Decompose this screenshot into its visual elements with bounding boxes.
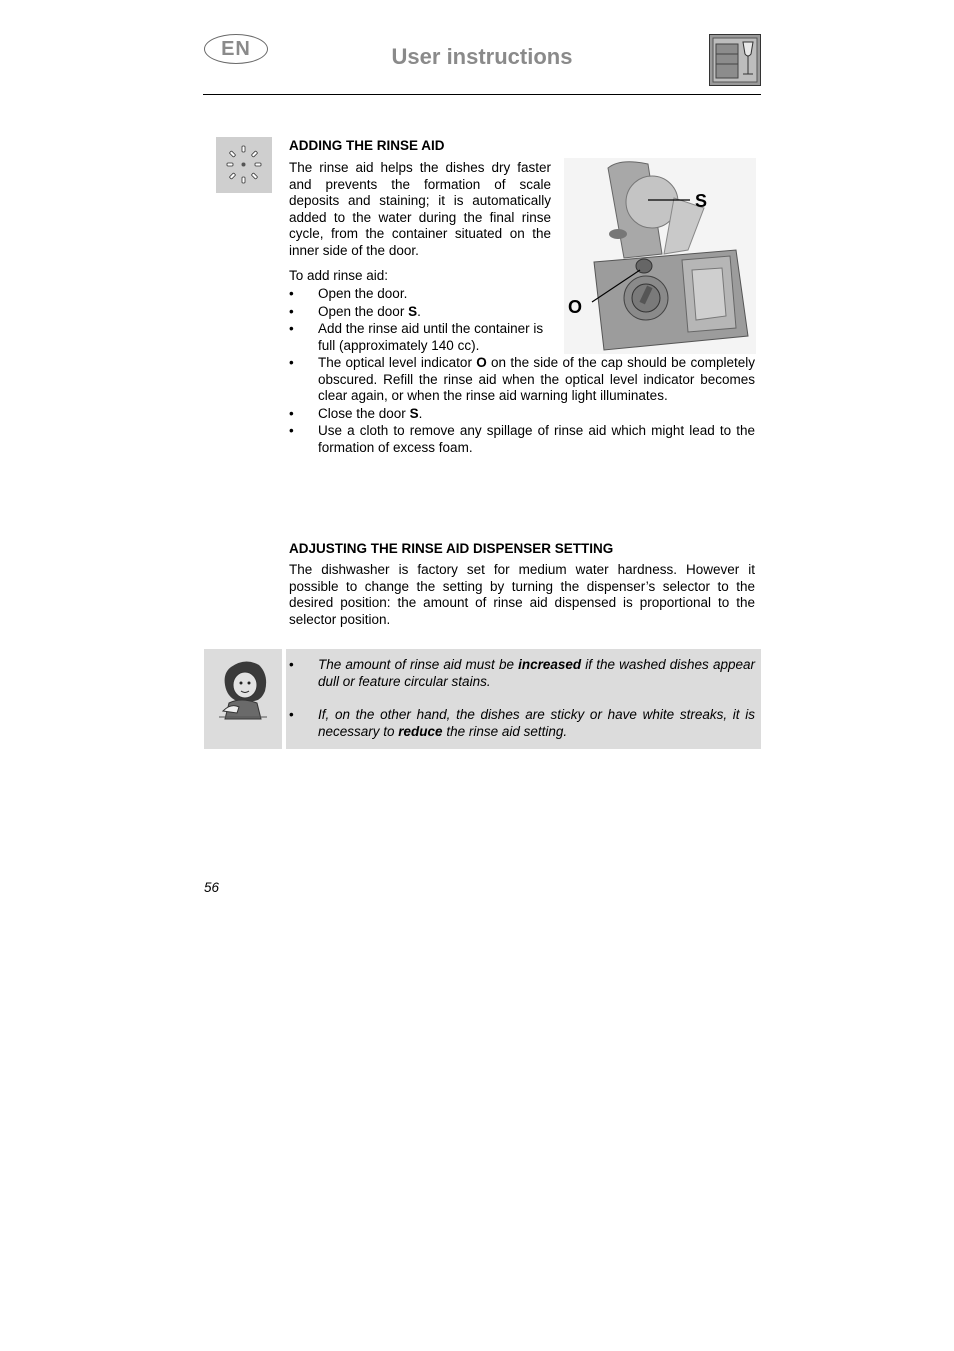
note-text-panel [286, 649, 761, 749]
list-item: • If, on the other hand, the dishes are sticky or have white streaks, it is necessary to reduce the rinse aid setting. [289, 707, 755, 739]
figure-label-s: S [695, 191, 708, 211]
list-item: • Close the door S. [289, 405, 423, 421]
rinse-aid-dispenser-photo [564, 158, 756, 354]
language-badge: EN [204, 34, 268, 64]
page-number: 56 [204, 880, 220, 895]
list-item: • Open the door S. [289, 303, 421, 319]
rinse-aid-intro: The rinse aid helps the dishes dry faster and prevents the formation of scale deposits and staining; it is automatically added to the water during the final rinse cycle, from the container situated on the inner side of the door. [289, 160, 551, 258]
section-heading-adjusting-dispenser: ADJUSTING THE RINSE AID DISPENSER SETTING [289, 541, 614, 556]
list-item: • Add the rinse aid until the container is full (approximately 140 cc). [289, 321, 544, 353]
rinse-steps-list-b [289, 355, 755, 458]
page-title: User instructions [391, 44, 573, 69]
sparkle-rinse-aid-icon [216, 137, 272, 193]
list-item: • Open the door. [289, 286, 408, 301]
to-add-label: To add rinse aid: [289, 268, 389, 283]
list-item: • Use a cloth to remove any spillage of rinse aid which might lead to the formation of excess foam. [289, 423, 755, 455]
adjusting-dispenser-body: The dishwasher is factory set for medium water hardness. However it possible to change the setting by turning the dispenser’s selector to the desired position: the amount of rinse aid dispensed is proportional to the selector position. [289, 562, 755, 627]
list-item: • The optical level indicator O on the side of the cap should be completely obscured. Refill the rinse aid when the optical level indicator becomes clear again, or when the rinse aid warning light illuminates. [289, 355, 755, 404]
section-heading-adding-rinse-aid: ADDING THE RINSE AID [289, 138, 445, 153]
list-item: • The amount of rinse aid must be increased if the washed dishes appear dull or feature circular stains. [289, 657, 755, 689]
figure-label-o: O [568, 297, 583, 317]
woman-thinking-icon [211, 657, 275, 726]
header-divider [203, 94, 761, 95]
note-icon-panel [204, 649, 282, 749]
rinse-steps-list-a [289, 286, 551, 355]
dishwasher-glasses-icon [709, 34, 761, 86]
